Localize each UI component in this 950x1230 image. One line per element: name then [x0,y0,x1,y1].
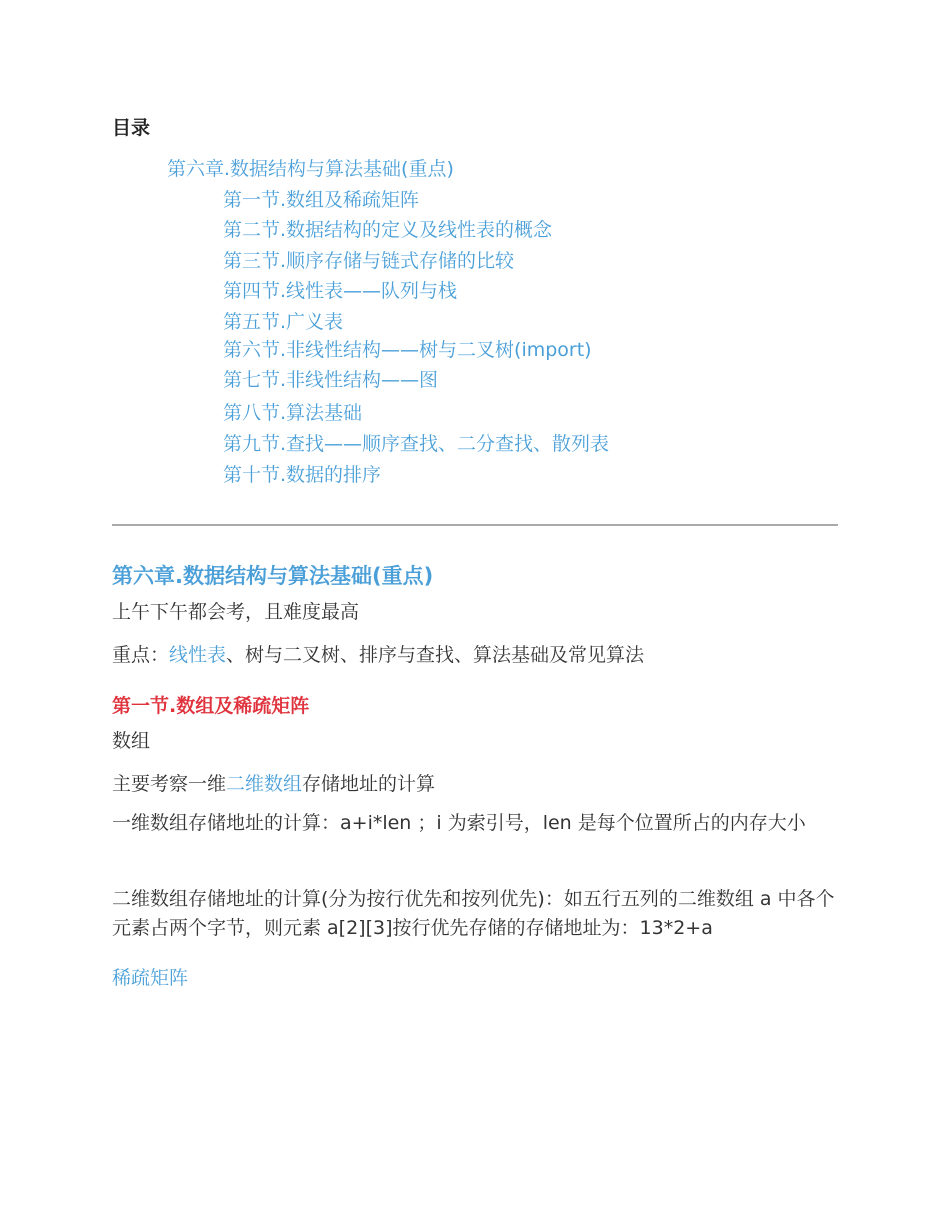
linear-list-link[interactable]: 线性表 [169,644,227,666]
key-points-prefix: 重点： [112,644,170,666]
intro-paragraph: 上午下午都会考，且难度最高 [112,601,360,623]
toc-link-section-7[interactable]: 第七节.非线性结构——图 [223,369,439,391]
main-topic-suffix: 存储地址的计算 [302,773,436,795]
toc-link-section-8[interactable]: 第八节.算法基础 [223,402,363,424]
toc-link-section-1[interactable]: 第一节.数组及稀疏矩阵 [223,189,420,211]
toc-link-section-9[interactable]: 第九节.查找——顺序查找、二分查找、散列表 [223,433,610,455]
two-dim-paragraph: 二维数组存储地址的计算(分为按行优先和按列优先)：如五行五列的二维数组 a 中各个元素占两个字节，则元素 a[2][3]按行优先存储的存储地址为：13*2+a [112,888,835,939]
toc-link-section-5[interactable]: 第五节.广义表 [223,311,344,333]
array-label: 数组 [112,730,151,752]
toc-link-section-3[interactable]: 第三节.顺序存储与链式存储的比较 [223,250,515,272]
divider [112,524,838,526]
key-points-paragraph [112,640,644,667]
section-1-title: 第一节.数组及稀疏矩阵 [112,695,310,717]
toc-link-section-2[interactable]: 第二节.数据结构的定义及线性表的概念 [223,219,553,241]
toc-heading: 目录 [112,117,151,139]
main-topic-prefix: 主要考察一维 [112,773,227,795]
toc-link-chapter-6[interactable]: 第六章.数据结构与算法基础(重点) [167,158,454,180]
two-dim-array-link[interactable]: 二维数组 [226,773,303,795]
toc-link-section-4[interactable]: 第四节.线性表——队列与栈 [223,280,458,302]
toc-link-section-10[interactable]: 第十节.数据的排序 [223,464,382,486]
chapter-title: 第六章.数据结构与算法基础(重点) [112,564,434,588]
one-dim-paragraph: 一维数组存储地址的计算：a+i*len ；i 为索引号，len 是每个位置所占的内存大小 [112,812,806,834]
main-topic-paragraph [112,769,435,796]
key-points-rest: 、树与二叉树、排序与查找、算法基础及常见算法 [226,644,645,666]
sparse-matrix-link[interactable]: 稀疏矩阵 [112,967,189,989]
toc-link-section-6[interactable]: 第六节.非线性结构——树与二叉树(import) [223,339,592,361]
